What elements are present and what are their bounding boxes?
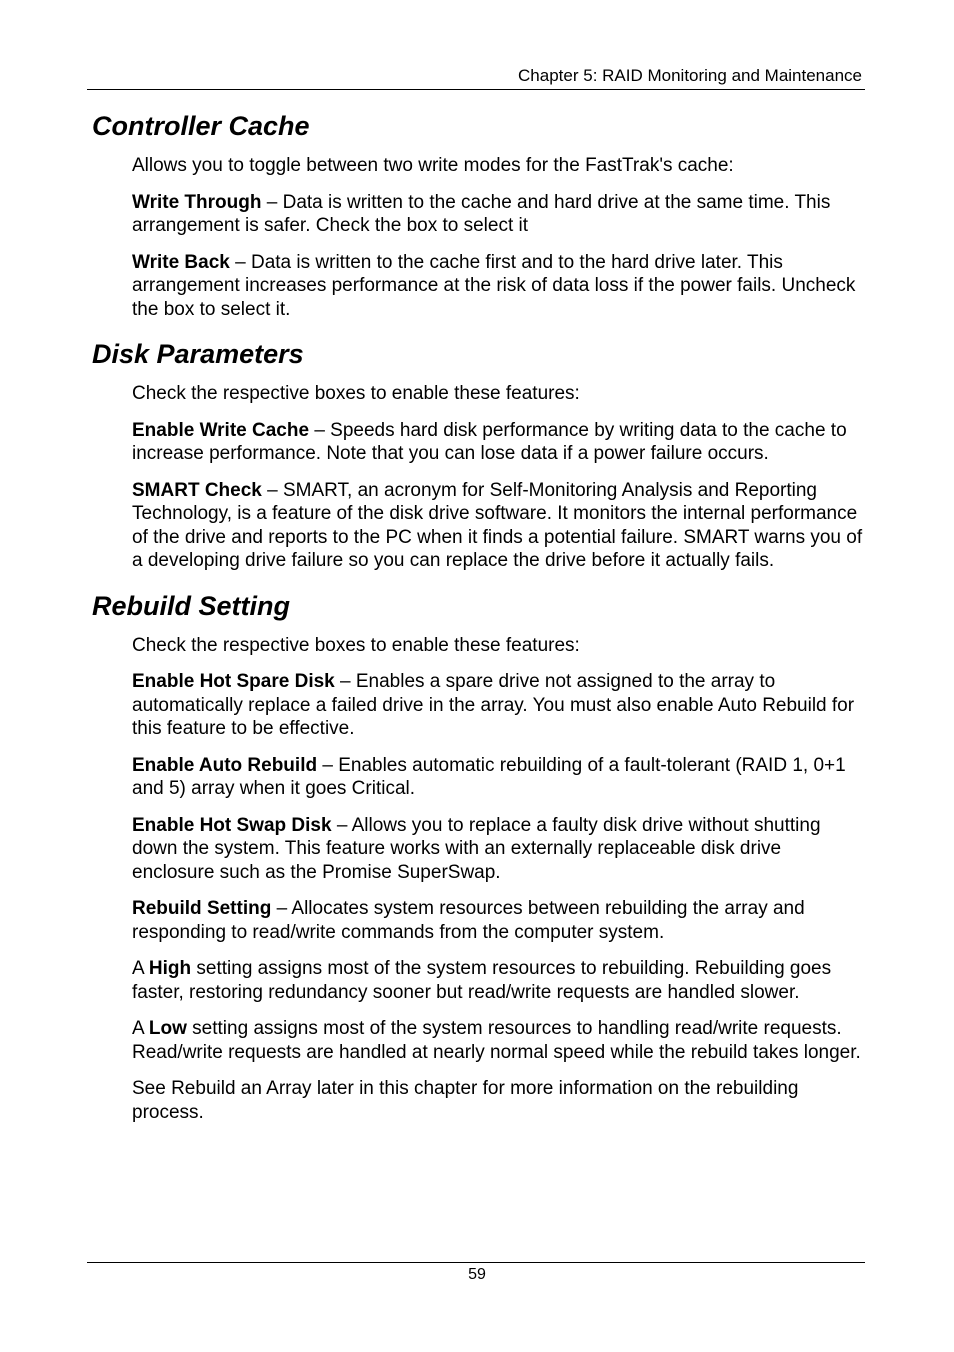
section — [92, 334, 864, 573]
body-paragraph — [132, 1017, 864, 1064]
paragraph-text: – Data is written to the cache and hard drive at the same time. This arrangement is safer. Check the box to select it — [132, 191, 831, 236]
term-label: High — [148, 958, 192, 979]
paragraph-text: – Speeds hard disk performance by writing data to the cache to increase performance. Note that you can lose data if a power failure occurs. — [132, 419, 847, 464]
paragraph-text: – Data is written to the cache first and to the hard drive later. This arrangement increases performance at the risk of data loss if the power fails. Uncheck the box to select it. — [132, 251, 856, 320]
header-rule — [87, 89, 865, 90]
body-paragraph — [132, 419, 864, 466]
paragraph-text: setting assigns most of the system resources to handling read/write requests. Read/write requests are handled at nearly normal speed while the rebuild takes longer. — [132, 1018, 861, 1063]
body-paragraph — [132, 479, 864, 573]
term-label: Write Through — [132, 191, 262, 213]
paragraph-text: Allows you to toggle between two write modes for the FastTrak's cache: — [132, 155, 734, 176]
body-paragraph — [132, 382, 864, 406]
body-paragraph — [132, 191, 864, 238]
body-paragraph — [132, 814, 864, 885]
section-heading: Disk Parameters — [92, 339, 304, 369]
paragraph-text: – Allows you to replace a faulty disk drive without shutting down the system. This feature works with an externally replaceable disk drive enclosure such as the Promise SuperSwap. — [132, 814, 821, 883]
paragraph-text: Check the respective boxes to enable these features: — [132, 634, 580, 656]
body-paragraph — [132, 897, 864, 944]
paragraph-text: – Enables automatic rebuilding of a fault-tolerant (RAID 1, 0+1 and 5) array when it goes Critical. — [132, 754, 846, 799]
body-paragraph — [132, 754, 864, 801]
term-label: Low — [148, 1018, 187, 1039]
section-heading: Rebuild Setting — [92, 590, 290, 621]
paragraph-text: – Allocates system resources between rebuilding the array and responding to read/write commands from the computer system. — [132, 898, 805, 943]
section — [92, 586, 864, 1125]
page-content — [92, 106, 864, 1137]
body-paragraph — [132, 634, 864, 658]
page-number: 59 — [468, 1266, 486, 1283]
body-paragraph — [132, 1077, 864, 1124]
paragraph-prefix: A — [132, 958, 149, 979]
term-label: Enable Write Cache — [132, 419, 310, 441]
body-paragraph — [132, 154, 864, 178]
term-label: Enable Auto Rebuild — [132, 754, 318, 776]
term-label: Rebuild Setting — [132, 898, 272, 919]
paragraph-text: See Rebuild an Array later in this chapter for more information on the rebuilding process. — [132, 1078, 799, 1123]
section — [92, 106, 864, 321]
paragraph-text: – Enables a spare drive not assigned to the array to automatically replace a failed drive in the array. You must also enable Auto Rebuild for this feature to be effective. — [132, 671, 855, 739]
running-header: Chapter 5: RAID Monitoring and Maintenance — [518, 66, 862, 85]
term-label: Write Back — [132, 251, 230, 273]
term-label: SMART Check — [132, 479, 262, 501]
section-heading: Controller Cache — [92, 111, 310, 141]
paragraph-text: setting assigns most of the system resources to rebuilding. Rebuilding goes faster, restoring redundancy sooner but read/write requests are handled slower. — [132, 958, 832, 1003]
paragraph-prefix: A — [132, 1018, 149, 1039]
term-label: Enable Hot Swap Disk — [132, 814, 332, 836]
body-paragraph — [132, 251, 864, 322]
body-paragraph — [132, 670, 864, 741]
paragraph-text: Check the respective boxes to enable these features: — [132, 383, 580, 404]
paragraph-text: – SMART, an acronym for Self-Monitoring Analysis and Reporting Technology, is a feature of the disk drive software. It monitors the internal performance of the drive and reports to the PC when it finds a potential failure. SMART warns you of a developing drive failure so you can replace the drive before it actually fails. — [132, 479, 863, 571]
term-label: Enable Hot Spare Disk — [132, 671, 335, 692]
body-paragraph — [132, 957, 864, 1004]
footer-rule — [87, 1262, 865, 1263]
